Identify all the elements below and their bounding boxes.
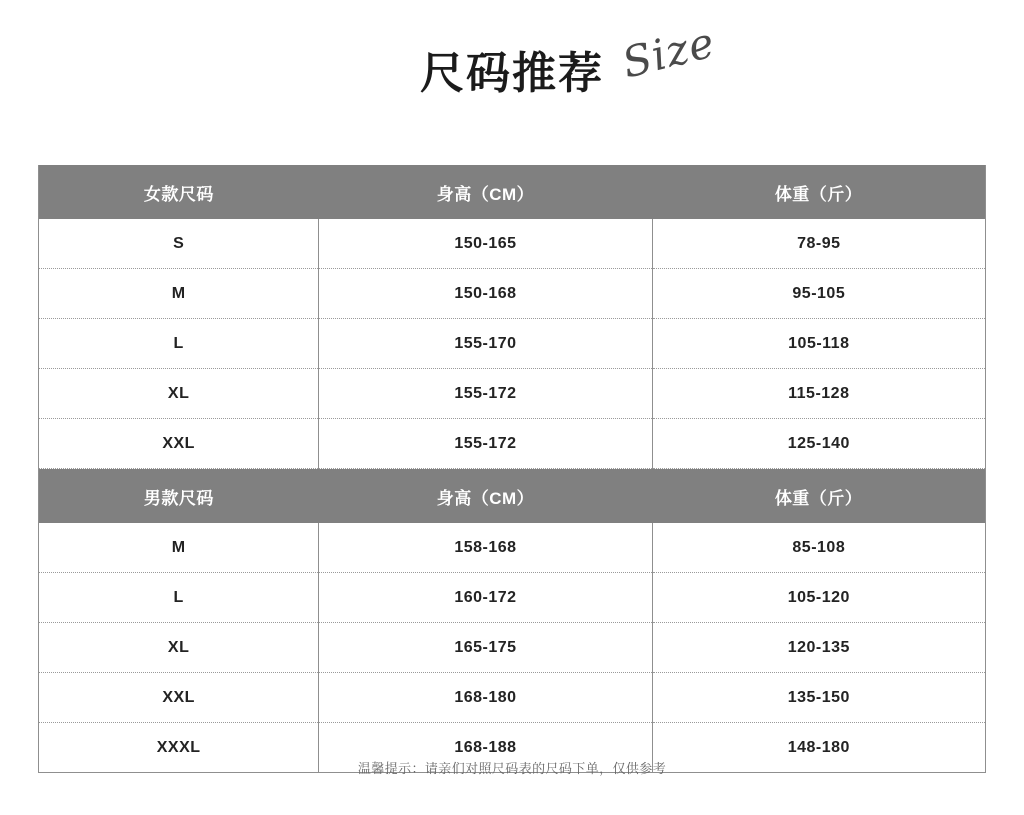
cell-height: 155-172 — [319, 369, 652, 419]
cell-height: 165-175 — [319, 623, 652, 673]
table-row — [39, 573, 986, 623]
title-block — [0, 0, 1024, 150]
table-row — [39, 623, 986, 673]
men-table-body — [39, 523, 986, 773]
women-table-header — [39, 165, 986, 219]
cell-weight: 115-128 — [652, 369, 985, 419]
cell-weight: 120-135 — [652, 623, 985, 673]
cell-height: 150-165 — [319, 219, 652, 269]
header-men-weight: 体重（斤） — [652, 469, 985, 524]
table-row — [39, 319, 986, 369]
cell-size: M — [39, 523, 319, 573]
cell-size: L — [39, 573, 319, 623]
cell-weight: 78-95 — [652, 219, 985, 269]
cell-size: XXL — [39, 673, 319, 723]
cell-height: 168-180 — [319, 673, 652, 723]
cell-size: XL — [39, 623, 319, 673]
cell-size: S — [39, 219, 319, 269]
table-row — [39, 523, 986, 573]
cell-weight: 85-108 — [652, 523, 985, 573]
title-script-accent: Size — [617, 17, 720, 88]
header-women-weight: 体重（斤） — [652, 165, 985, 219]
header-row — [39, 469, 986, 524]
cell-size: XXL — [39, 419, 319, 469]
table-row — [39, 269, 986, 319]
cell-weight: 135-150 — [652, 673, 985, 723]
size-table — [38, 165, 986, 773]
women-table-body — [39, 219, 986, 469]
header-women-size: 女款尺码 — [39, 165, 319, 219]
cell-height: 168-188 — [319, 723, 652, 773]
size-table-container — [38, 165, 986, 773]
cell-size: XXXL — [39, 723, 319, 773]
cell-height: 150-168 — [319, 269, 652, 319]
cell-weight: 125-140 — [652, 419, 985, 469]
table-row — [39, 219, 986, 269]
header-women-height: 身高（CM） — [319, 165, 652, 219]
cell-size: M — [39, 269, 319, 319]
table-row — [39, 673, 986, 723]
cell-height: 155-172 — [319, 419, 652, 469]
page-title: 尺码推荐 — [420, 49, 604, 98]
table-row — [39, 369, 986, 419]
cell-height: 158-168 — [319, 523, 652, 573]
cell-weight: 148-180 — [652, 723, 985, 773]
table-row — [39, 419, 986, 469]
footer-note: 温馨提示：请亲们对照尺码表的尺码下单，仅供参考 — [357, 761, 667, 776]
cell-weight: 105-120 — [652, 573, 985, 623]
cell-height: 155-170 — [319, 319, 652, 369]
cell-weight: 105-118 — [652, 319, 985, 369]
men-table-header — [39, 469, 986, 524]
cell-size: XL — [39, 369, 319, 419]
cell-height: 160-172 — [319, 573, 652, 623]
header-men-height: 身高（CM） — [319, 469, 652, 524]
header-men-size: 男款尺码 — [39, 469, 319, 524]
cell-weight: 95-105 — [652, 269, 985, 319]
cell-size: L — [39, 319, 319, 369]
header-row — [39, 165, 986, 219]
